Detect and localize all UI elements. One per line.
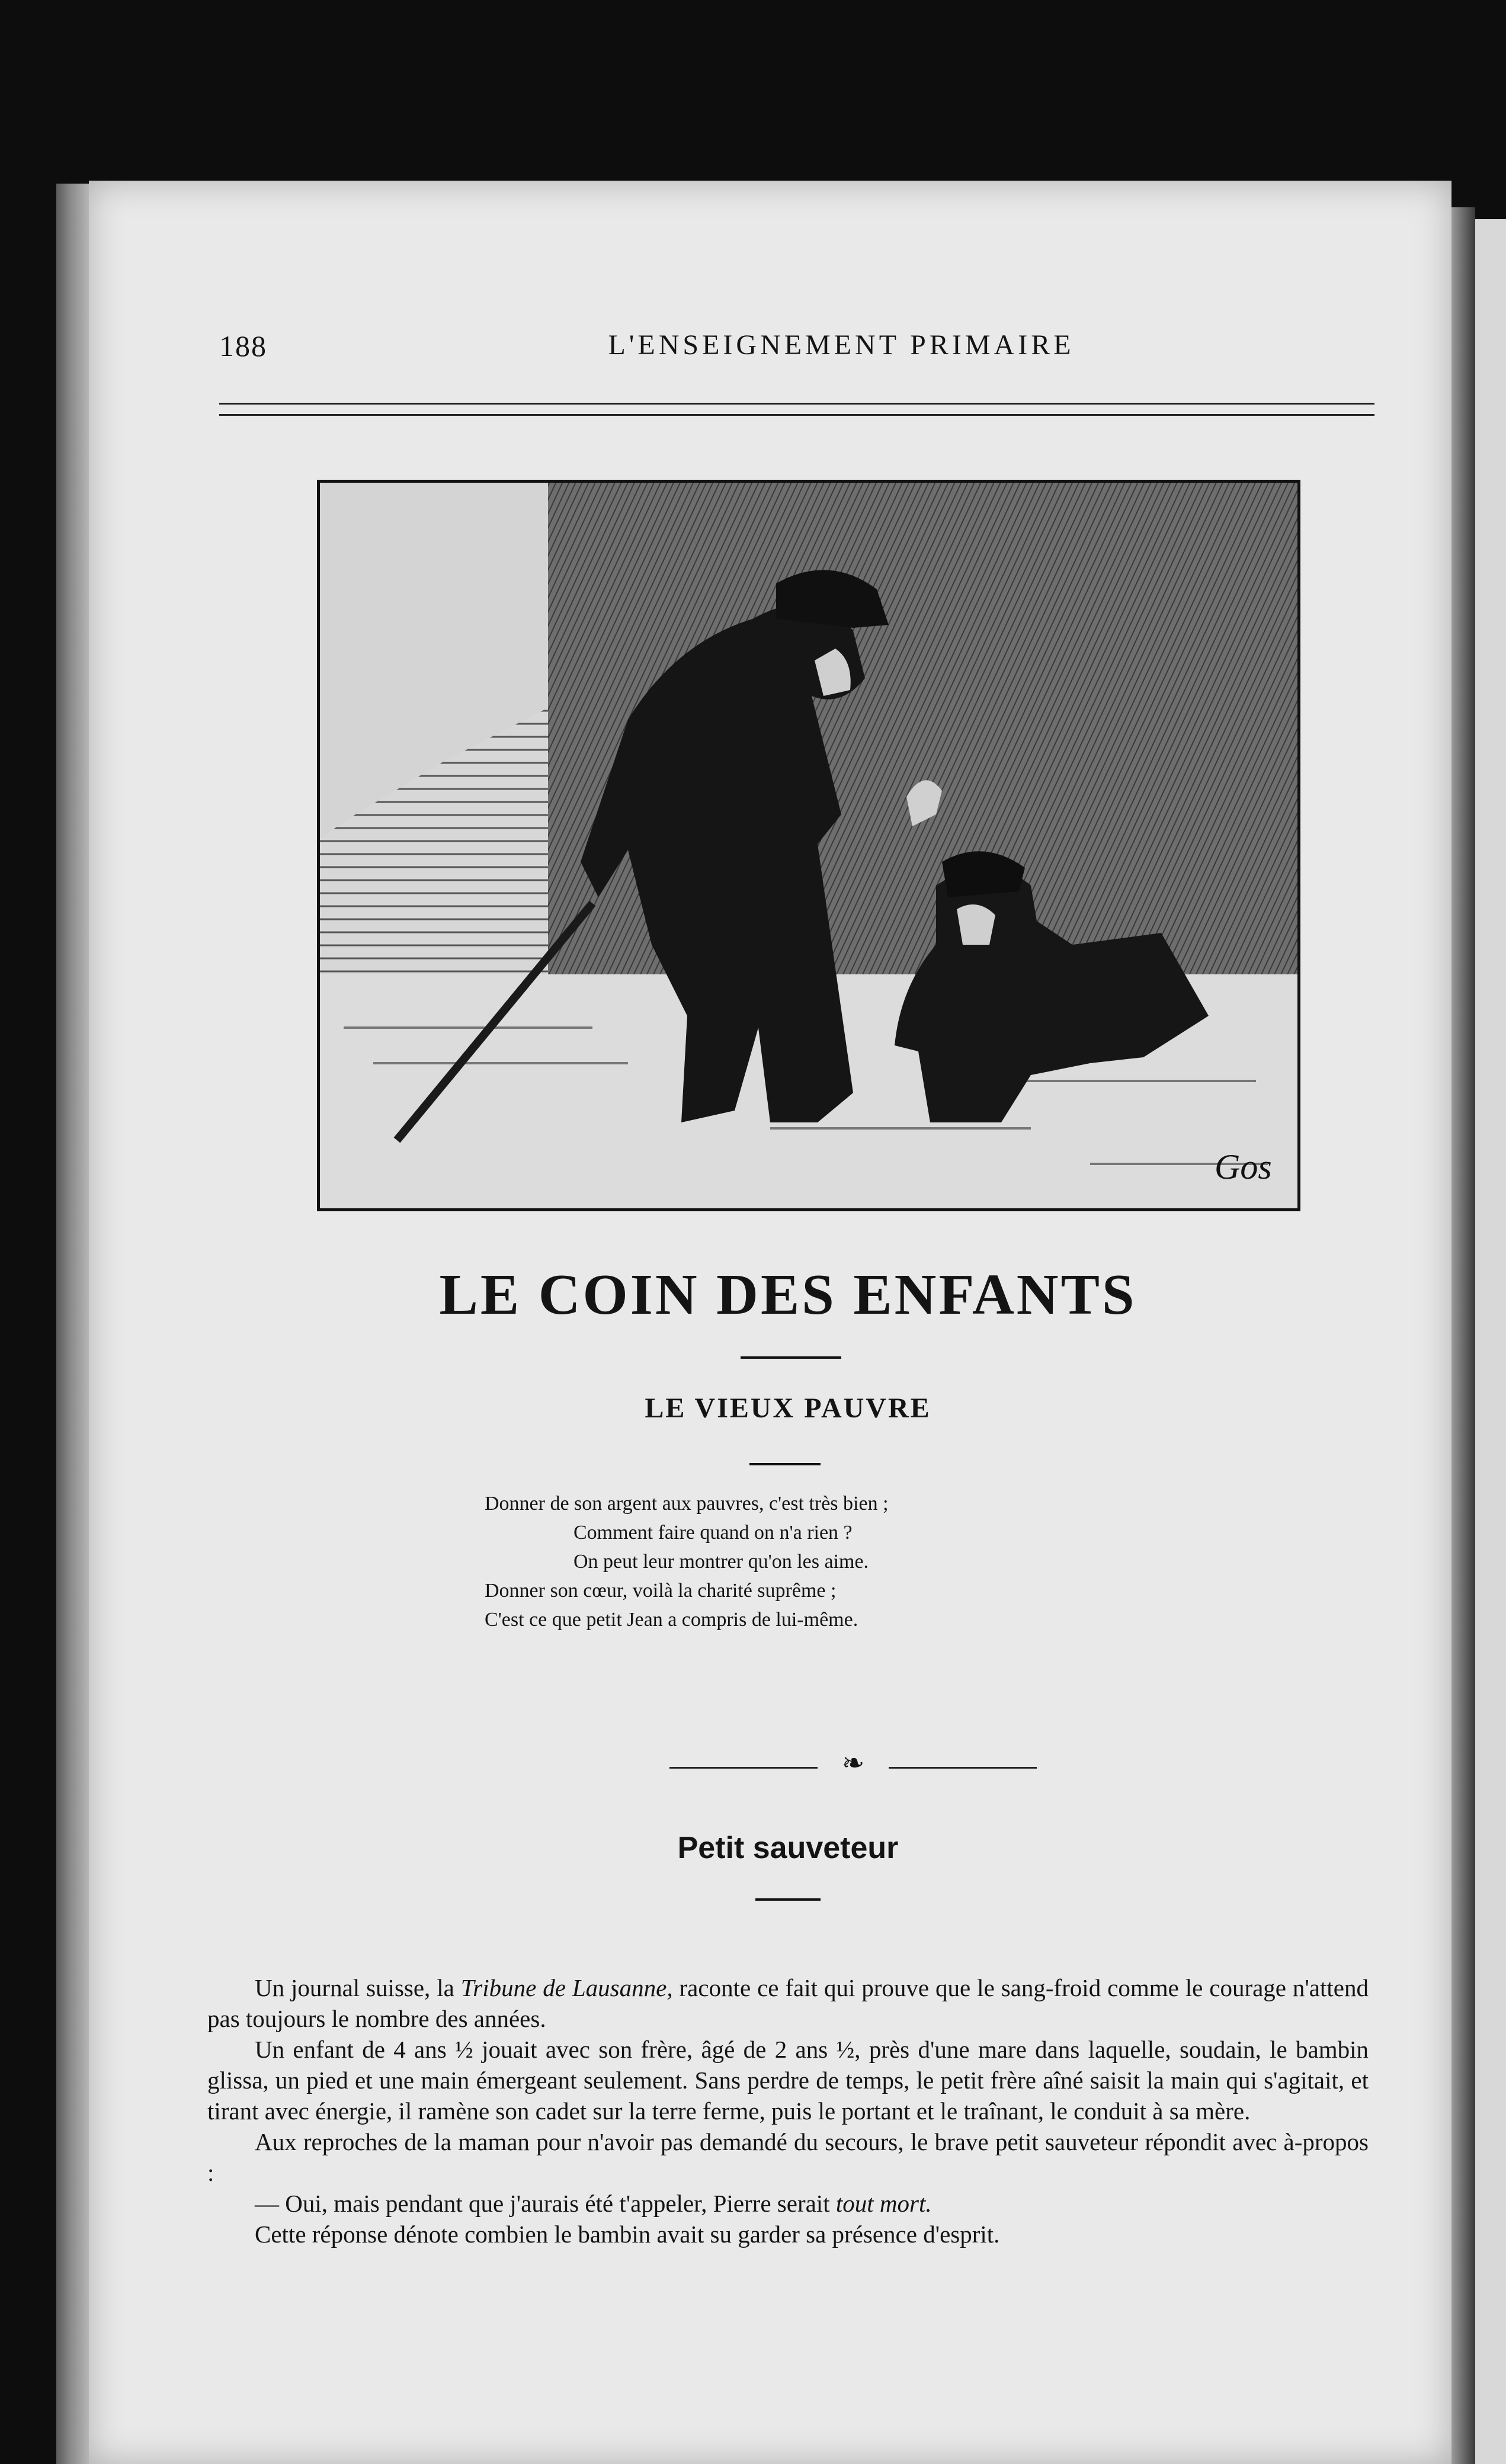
section-title: LE COIN DES ENFANTS [439, 1263, 1137, 1327]
title-divider [741, 1356, 841, 1359]
story-paragraph: Cette réponse dénote combien le bambin avait su garder sa présence d'esprit. [255, 2221, 1000, 2248]
poem-line: Comment faire quand on n'a rien ? [573, 1522, 853, 1544]
ornament-line-right [889, 1767, 1037, 1769]
story-paragraph: Aux reproches de la maman pour n'avoir pas demandé du secours, le brave petit sauveteur répondit avec à-propos : [207, 2128, 1369, 2186]
poem-line: C'est ce que petit Jean a compris de lui-même. [485, 1609, 858, 1631]
page-number: 188 [219, 329, 267, 362]
beggar-and-boy-icon [320, 483, 1297, 1208]
story-dialogue: — Oui, mais pendant que j'aurais été t'appeler, Pierre serait tout mort. [255, 2190, 932, 2217]
poem-line: Donner de son argent aux pauvres, c'est très bien ; [485, 1493, 889, 1515]
poem-divider [749, 1463, 821, 1465]
header-double-rule [219, 403, 1374, 416]
facing-page-edge [1475, 219, 1506, 2464]
fleuron-ornament-icon: ❧ [841, 1748, 865, 1778]
poem-line: Donner son cœur, voilà la charité suprême ; [485, 1580, 837, 1602]
ornament-line-left [669, 1767, 818, 1769]
story-paragraph: Un enfant de 4 ans ½ jouait avec son frère, âgé de 2 ans ½, près d'une mare dans laquelle, soudain, le bambin glissa, un pied et une main émergeant seulement. Sans perdre de temps, le petit frère aîné saisit la main qui s'agitait, et tirant avec énergie, il ramène son cadet sur la terre ferme, puis le portant et le traînant, le conduit à sa mère. [207, 2036, 1369, 2125]
section-ornament [669, 1748, 1037, 1778]
story-paragraph: Un journal suisse, la Tribune de Lausanne, raconte ce fait qui prouve que le sang-froid comme le courage n'attend pas toujours le nombre des années. [207, 1974, 1369, 2032]
running-head: L'ENSEIGNEMENT PRIMAIRE [608, 329, 1075, 361]
page-gutter-shadow [1451, 207, 1475, 2464]
story-divider [755, 1898, 821, 1901]
page-header [219, 329, 1345, 376]
book-left-edge [56, 184, 92, 2464]
engraving-illustration [317, 480, 1300, 1211]
story-body [207, 1972, 1369, 2250]
artist-signature: Gos [1215, 1147, 1272, 1186]
emphasis: tout mort. [835, 2190, 932, 2217]
poem-line: On peut leur montrer qu'on les aime. [573, 1551, 869, 1573]
newspaper-title: Tribune de Lausanne, [460, 1974, 673, 2001]
poem-title: LE VIEUX PAUVRE [645, 1393, 931, 1424]
story-title: Petit sauveteur [677, 1831, 899, 1865]
book-page [89, 181, 1451, 2464]
